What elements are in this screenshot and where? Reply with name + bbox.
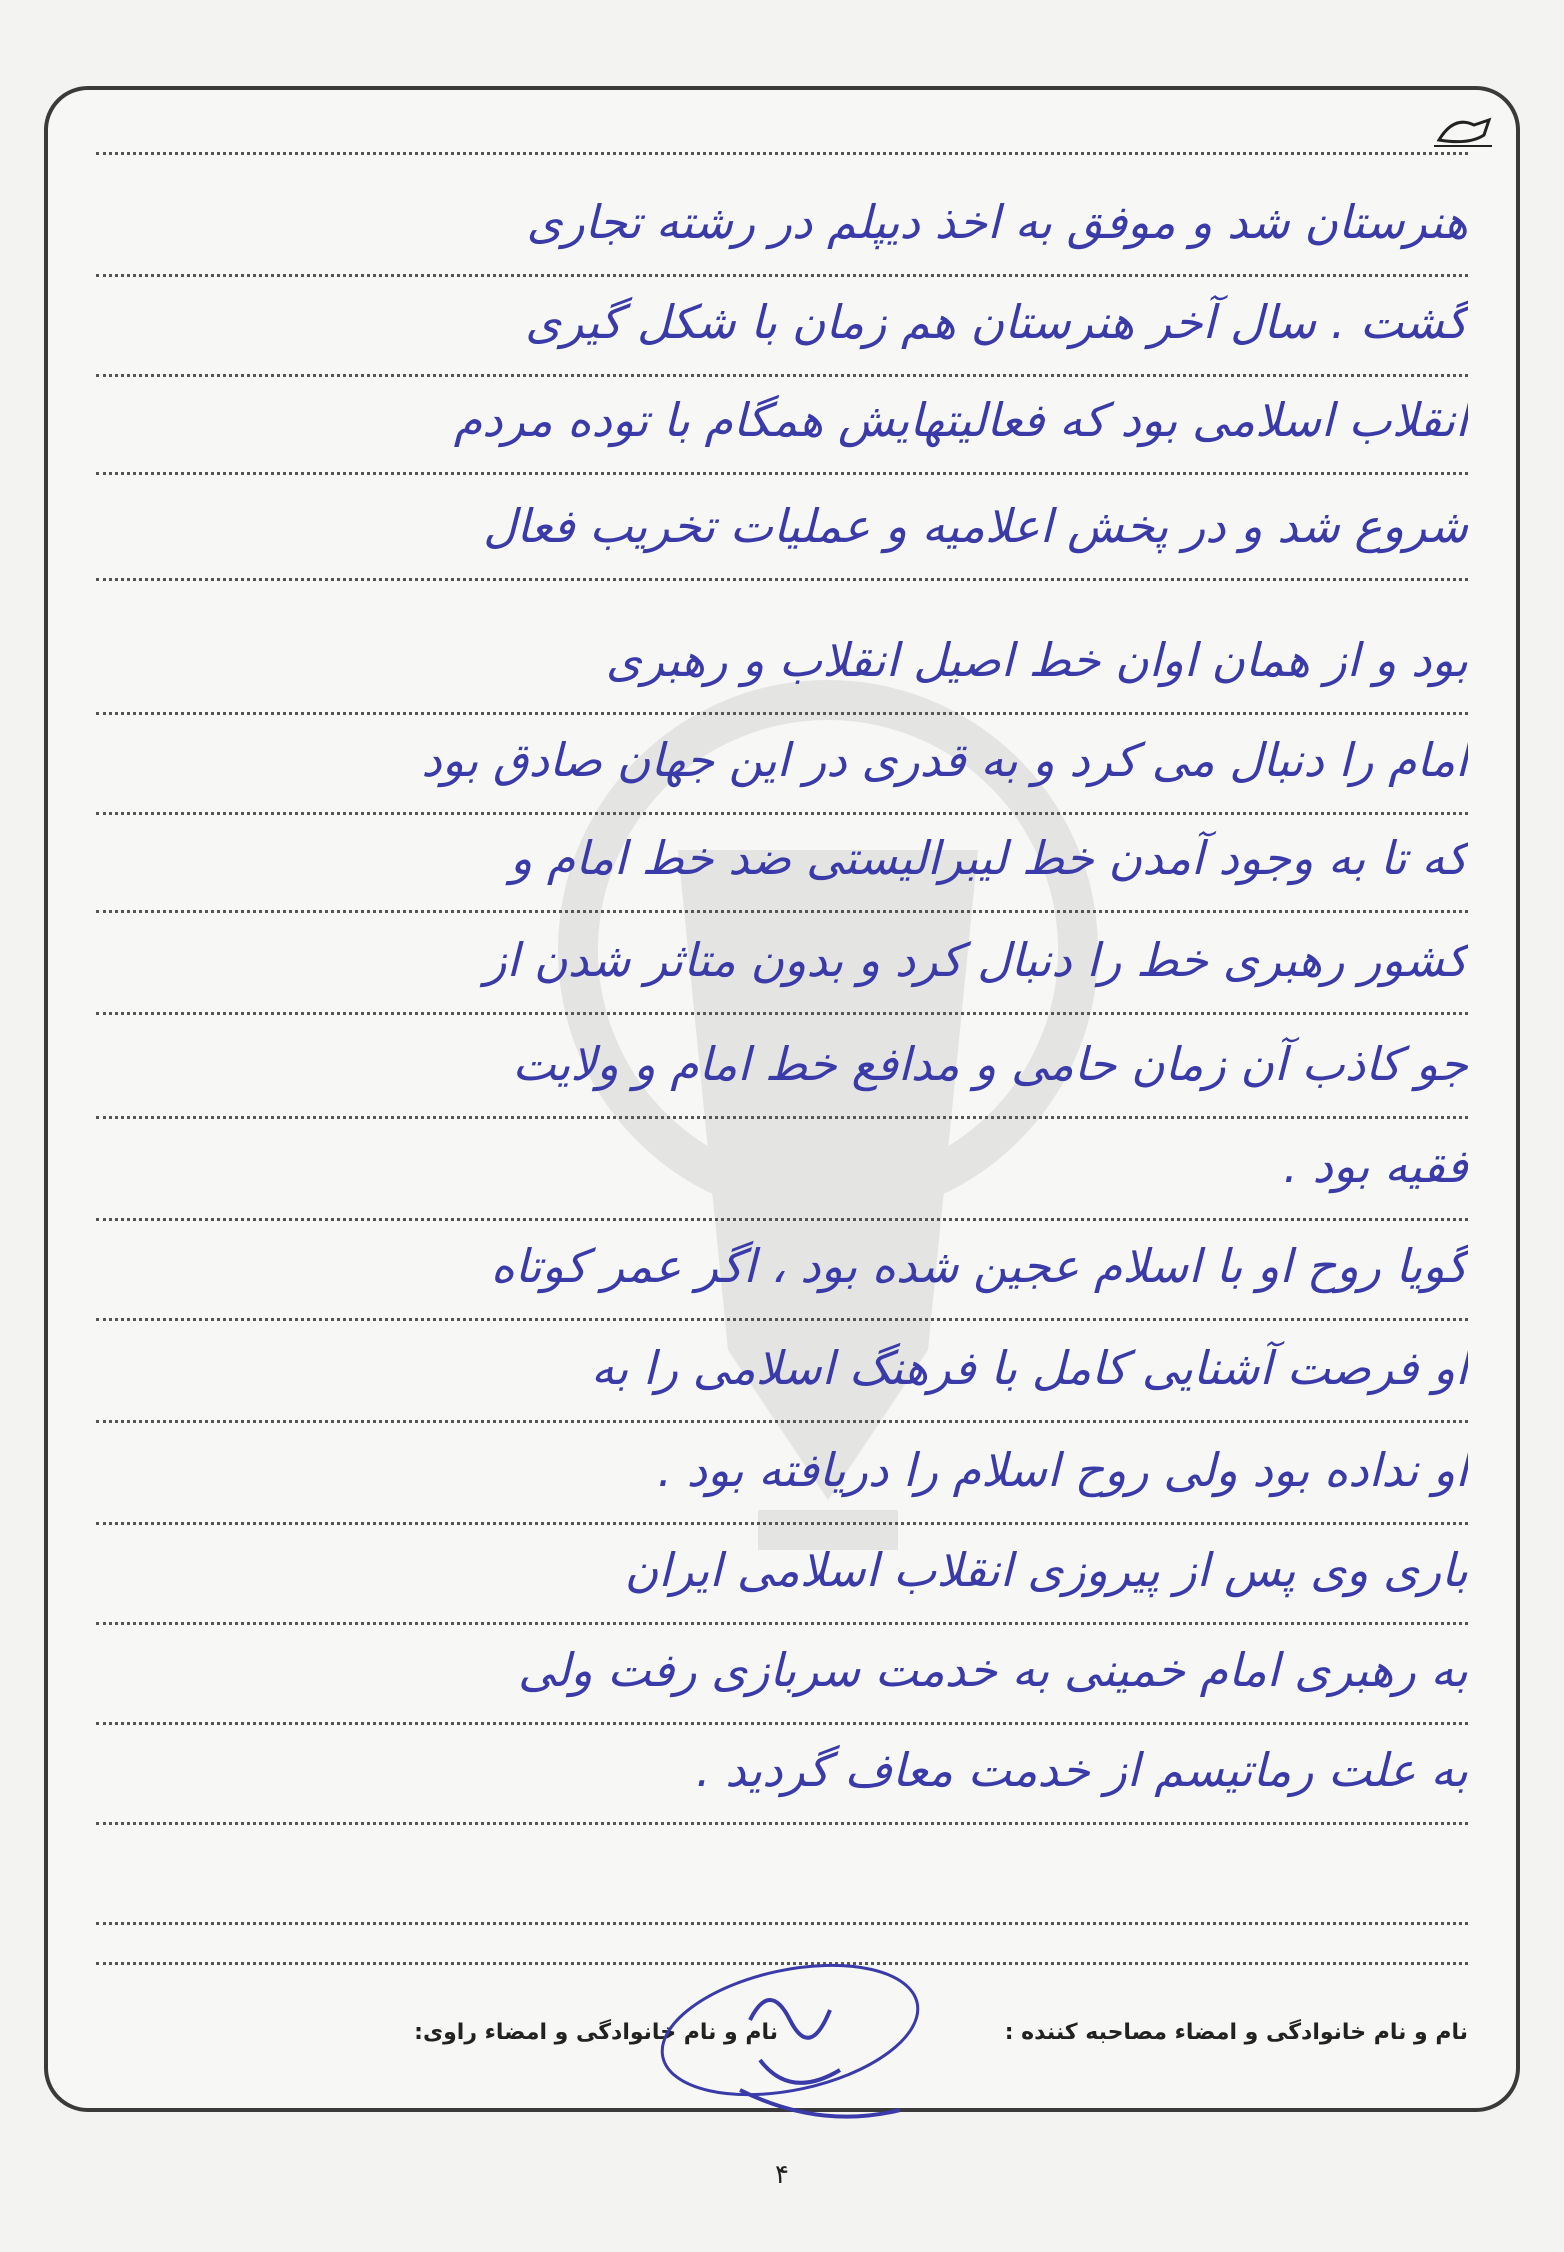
text-line: جو کاذب آن زمان حامی و مدافع خط امام و ولایت bbox=[96, 1024, 1468, 1119]
text-line: او نداده بود ولی روح اسلام را دریافته بود . bbox=[96, 1430, 1468, 1525]
text-line: به رهبری امام خمینی به خدمت سربازی رفت ولی bbox=[96, 1630, 1468, 1725]
text-line: شروع شد و در پخش اعلامیه و عملیات تخریب فعال bbox=[96, 486, 1468, 581]
text-line: به علت رماتیسم از خدمت معاف گردید . bbox=[96, 1730, 1468, 1825]
text-line: انقلاب اسلامی بود که فعالیتهایش همگام با توده مردم bbox=[96, 380, 1468, 475]
text-line: گشت . سال آخر هنرستان هم زمان با شکل گیری bbox=[96, 282, 1468, 377]
text-line: بود و از همان اوان خط اصیل انقلاب و رهبری bbox=[96, 620, 1468, 715]
text-line bbox=[96, 1870, 1468, 1965]
narrator-signature-label: نام و نام خانوادگی و امضاء راوی: bbox=[414, 2020, 778, 2045]
text-line: فقیه بود . bbox=[96, 1126, 1468, 1221]
text-line bbox=[96, 60, 1468, 155]
text-line: کشور رهبری خط را دنبال کرد و بدون متاثر شدن از bbox=[96, 920, 1468, 1015]
handwritten-signature bbox=[640, 1960, 940, 2130]
text-line: باری وی پس از پیروزی انقلاب اسلامی ایران bbox=[96, 1530, 1468, 1625]
page-number: ۴ bbox=[775, 2160, 789, 2190]
text-line: امام را دنبال می کرد و به قدری در این جهان صادق بود bbox=[96, 720, 1468, 815]
text-line: که تا به وجود آمدن خط لیبرالیستی ضد خط امام و bbox=[96, 818, 1468, 913]
interviewer-signature-label: نام و نام خانوادگی و امضاء مصاحبه کننده : bbox=[1004, 2020, 1468, 2045]
text-line: هنرستان شد و موفق به اخذ دیپلم در رشته تجاری bbox=[96, 182, 1468, 277]
text-line: او فرصت آشنایی کامل با فرهنگ اسلامی را به bbox=[96, 1328, 1468, 1423]
text-line: گویا روح او با اسلام عجین شده بود ، اگر عمر کوتاه bbox=[96, 1226, 1468, 1321]
